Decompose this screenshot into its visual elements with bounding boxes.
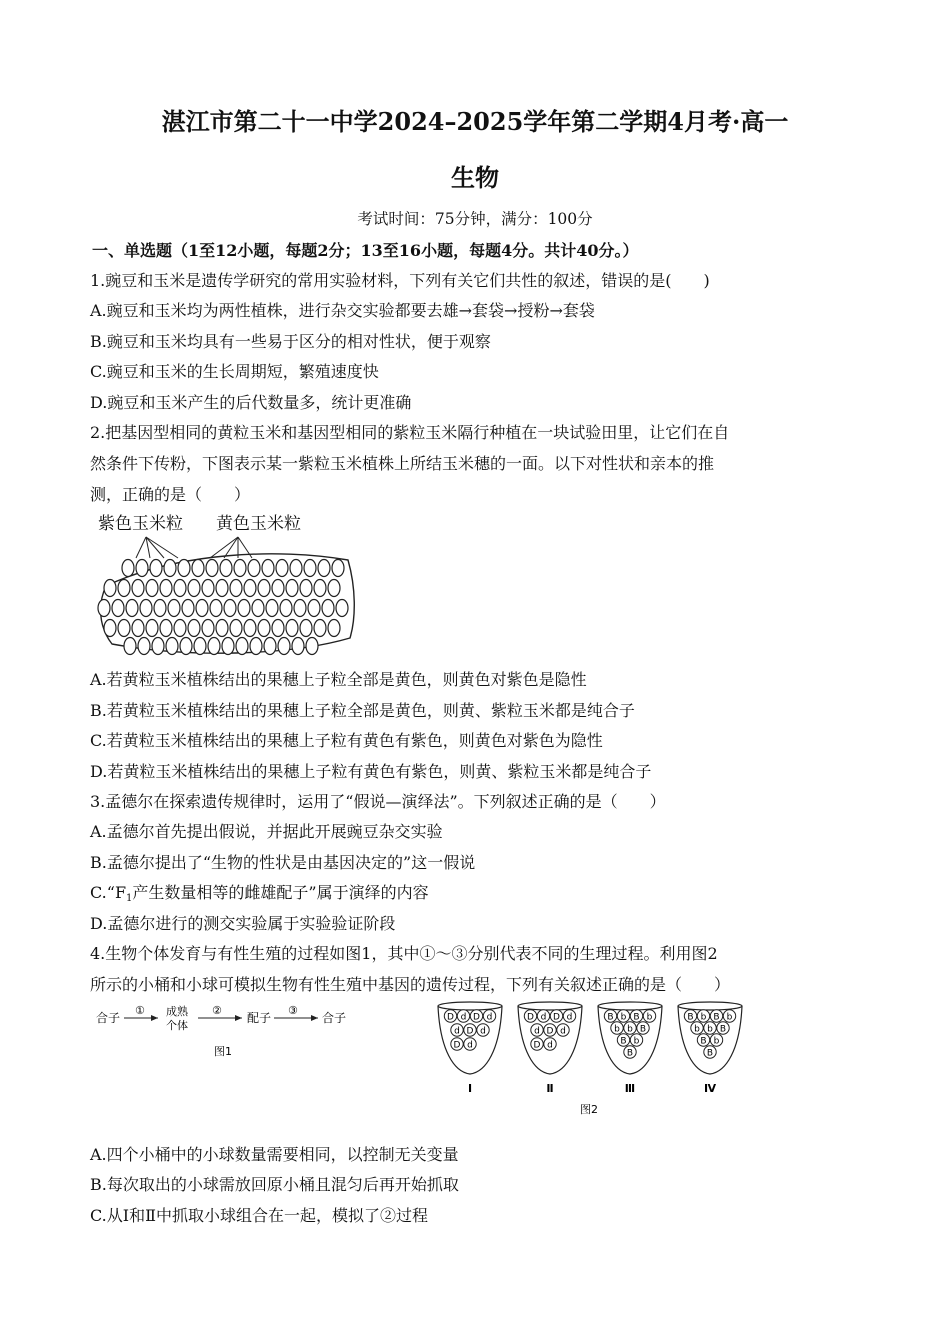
- corn-kernel: [138, 638, 150, 655]
- bucket: [598, 1002, 662, 1095]
- corn-kernel: [166, 638, 178, 655]
- corn-kernel: [208, 638, 220, 655]
- corn-kernel: [332, 560, 344, 577]
- q2-stem-line3: 测，正确的是（ ）: [90, 485, 251, 504]
- corn-kernel: [146, 580, 158, 597]
- corn-kernel: [112, 600, 124, 617]
- corn-kernel: [122, 560, 134, 577]
- corn-kernel: [336, 600, 348, 617]
- bucket-label: Ⅲ: [624, 1082, 636, 1095]
- fig1-zygote-right: 合子: [322, 1011, 347, 1025]
- ball-label: d: [460, 1012, 467, 1023]
- ball-label: b: [694, 1024, 700, 1035]
- ball-label: d: [560, 1026, 566, 1037]
- ball-label: d: [454, 1026, 460, 1037]
- fig1-step-2: ②: [212, 1004, 222, 1017]
- corn-kernel: [132, 580, 144, 597]
- ball-label: d: [547, 1040, 553, 1051]
- corn-kernel: [314, 580, 326, 597]
- corn-kernel: [224, 600, 236, 617]
- ball-label: D: [473, 1012, 480, 1023]
- fig1-zygote-left: 合子: [96, 1011, 121, 1025]
- q3-option-c: [90, 880, 429, 904]
- ball-label: B: [700, 1036, 707, 1047]
- corn-kernel: [132, 620, 144, 637]
- corn-kernel: [294, 600, 306, 617]
- corn-kernel: [206, 560, 218, 577]
- figure-2-buckets: [432, 1000, 762, 1118]
- ball-label: D: [533, 1040, 541, 1051]
- q3-option-a: A.孟德尔首先提出假说，并据此开展豌豆杂交实验: [90, 822, 443, 841]
- ball-label: b: [700, 1012, 707, 1023]
- bucket-rim: [518, 1002, 582, 1010]
- q3-option-b: B.孟德尔提出了“生物的性状是由基因决定的”这一假说: [90, 853, 476, 872]
- fig1-caption: 图1: [214, 1045, 232, 1058]
- ball-label: b: [627, 1024, 633, 1035]
- ball-label: B: [639, 1024, 647, 1035]
- corn-kernel: [182, 600, 194, 617]
- corn-kernel: [280, 600, 292, 617]
- section-heading: 一、单选题（1至12小题，每题2分；13至16小题，每题4分。共计40分。）: [92, 241, 639, 260]
- bucket: [518, 1002, 582, 1095]
- ball-label: B: [633, 1012, 640, 1023]
- ball-label: B: [719, 1024, 727, 1035]
- fig1-step-1: ①: [135, 1004, 145, 1017]
- corn-kernel: [276, 560, 288, 577]
- corn-kernel: [196, 600, 208, 617]
- q3-option-c-pre: C.“F: [90, 883, 127, 902]
- ball-label: b: [620, 1012, 627, 1023]
- ball-label: d: [534, 1026, 540, 1037]
- q1-option-b: B.豌豆和玉米均具有一些易于区分的相对性状，便于观察: [90, 332, 491, 351]
- q2-stem-line1: 2.把基因型相同的黄粒玉米和基因型相同的紫粒玉米隔行种植在一块试验田里，让它们在自: [90, 423, 730, 442]
- bucket-rim: [438, 1002, 502, 1010]
- label-yellow-kernel: 黄色玉米粒: [216, 514, 301, 534]
- corn-kernel: [230, 620, 242, 637]
- corn-kernel: [222, 638, 234, 655]
- corn-kernel: [202, 620, 214, 637]
- corn-kernel: [248, 560, 260, 577]
- corn-kernel: [188, 580, 200, 597]
- q2-stem-line2: 然条件下传粉，下图表示某一紫粒玉米植株上所结玉米穗的一面。以下对性状和亲本的推: [90, 454, 715, 473]
- corn-kernel: [104, 620, 116, 637]
- q2-option-d: D.若黄粒玉米植株结出的果穗上子粒有黄色有紫色，则黄、紫粒玉米都是纯合子: [90, 762, 652, 781]
- corn-kernel: [304, 560, 316, 577]
- ball-label: d: [566, 1012, 573, 1023]
- fig1-mature-1: 成熟: [166, 1005, 188, 1018]
- bucket-rim: [678, 1002, 742, 1010]
- corn-kernel: [146, 620, 158, 637]
- label-purple-kernel: 紫色玉米粒: [98, 514, 183, 534]
- q4-option-c: C.从Ⅰ和Ⅱ中抓取小球组合在一起，模拟了②过程: [90, 1206, 428, 1225]
- corn-kernel: [286, 620, 298, 637]
- q4-stem-line1: 4.生物个体发育与有性生殖的过程如图1，其中①～③分别代表不同的生理过程。利用图2: [90, 944, 718, 963]
- figure-1-flow: [90, 1002, 360, 1062]
- ball-label: D: [553, 1012, 560, 1023]
- corn-kernel: [202, 580, 214, 597]
- ball-label: B: [620, 1036, 627, 1047]
- corn-kernel: [192, 560, 204, 577]
- ball-label: d: [467, 1040, 473, 1051]
- corn-kernel: [126, 600, 138, 617]
- corn-kernel: [118, 620, 130, 637]
- corn-kernel: [308, 600, 320, 617]
- corn-kernel: [178, 560, 190, 577]
- corn-kernel: [328, 580, 340, 597]
- ball-label: b: [707, 1024, 713, 1035]
- corn-kernel: [210, 600, 222, 617]
- q3-option-d: D.孟德尔进行的测交实验属于实验验证阶段: [90, 914, 396, 933]
- bucket-label: Ⅱ: [546, 1082, 554, 1095]
- exam-title: 湛江市第二十一中学2024–2025学年第二学期4月考·高一: [161, 107, 789, 136]
- q4-stem-line2: 所示的小桶和小球可模拟生物有性生殖中基因的遗传过程，下列有关叙述正确的是（ ）: [90, 975, 731, 994]
- corn-kernel: [98, 600, 110, 617]
- q1-stem: 1.豌豆和玉米是遗传学研究的常用实验材料，下列有关它们共性的叙述，错误的是( ): [90, 271, 710, 290]
- corn-kernel: [174, 580, 186, 597]
- q3-stem: 3.孟德尔在探索遗传规律时，运用了“假说—演绎法”。下列叙述正确的是（ ）: [90, 792, 666, 811]
- exam-info: 考试时间：75分钟，满分：100分: [357, 210, 593, 228]
- corn-kernel: [266, 600, 278, 617]
- corn-kernel: [152, 638, 164, 655]
- q4-option-a: A.四个小桶中的小球数量需要相同，以控制无关变量: [90, 1145, 459, 1164]
- corn-kernel: [322, 600, 334, 617]
- corn-kernel: [234, 560, 246, 577]
- corn-kernel: [174, 620, 186, 637]
- corn-kernel: [216, 580, 228, 597]
- corn-kernel: [136, 560, 148, 577]
- ball-label: b: [726, 1012, 733, 1023]
- corn-kernel: [124, 638, 136, 655]
- ball-label: d: [480, 1026, 486, 1037]
- corn-kernel: [160, 620, 172, 637]
- ball-label: D: [527, 1012, 534, 1023]
- corn-kernel: [252, 600, 264, 617]
- corn-kernel: [292, 638, 304, 655]
- bucket: [438, 1002, 502, 1095]
- corn-kernel: [300, 580, 312, 597]
- corn-kernel: [290, 560, 302, 577]
- q2-option-a: A.若黄粒玉米植株结出的果穗上子粒全部是黄色，则黄色对紫色是隐性: [90, 670, 587, 689]
- q3-option-c-post: 产生数量相等的雌雄配子”属于演绎的内容: [132, 883, 429, 902]
- corn-kernel: [272, 580, 284, 597]
- corn-kernel: [300, 620, 312, 637]
- corn-kernel: [318, 560, 330, 577]
- fig1-gamete: 配子: [247, 1011, 272, 1025]
- corn-kernel: [168, 600, 180, 617]
- corn-kernel: [140, 600, 152, 617]
- ball-label: b: [614, 1024, 620, 1035]
- bucket-label: Ⅰ: [467, 1082, 473, 1095]
- bucket-rim: [598, 1002, 662, 1010]
- ball-label: b: [633, 1036, 640, 1047]
- corn-kernel: [194, 638, 206, 655]
- corn-kernel: [278, 638, 290, 655]
- q2-option-c: C.若黄粒玉米植株结出的果穗上子粒有黄色有紫色，则黄色对紫色为隐性: [90, 731, 603, 750]
- corn-kernel: [258, 620, 270, 637]
- corn-kernel: [258, 580, 270, 597]
- subject-title: 生物: [451, 163, 499, 192]
- ball-label: D: [453, 1040, 461, 1051]
- ball-label: D: [466, 1026, 474, 1037]
- ball-label: D: [447, 1012, 454, 1023]
- corn-kernel: [150, 560, 162, 577]
- q3-option-c-sub: 1: [126, 893, 133, 904]
- corn-kernel: [104, 580, 116, 597]
- corn-kernel: [154, 600, 166, 617]
- q1-option-a: A.豌豆和玉米均为两性植株，进行杂交实验都要去雄→套袋→授粉→套袋: [90, 301, 595, 320]
- bucket: [678, 1002, 742, 1095]
- corn-kernel: [216, 620, 228, 637]
- fig1-step-3: ③: [288, 1004, 298, 1017]
- corn-kernel: [314, 620, 326, 637]
- corn-kernel: [188, 620, 200, 637]
- corn-kernel: [286, 580, 298, 597]
- ball-label: b: [713, 1036, 720, 1047]
- corn-kernel: [306, 638, 318, 655]
- corn-kernel: [328, 620, 340, 637]
- fig1-mature-2: 个体: [166, 1019, 188, 1032]
- ball-label: B: [687, 1012, 694, 1023]
- ball-label: B: [607, 1012, 614, 1023]
- corn-kernel: [118, 580, 130, 597]
- corn-kernel: [230, 580, 242, 597]
- q1-option-d: D.豌豆和玉米产生的后代数量多，统计更准确: [90, 393, 412, 412]
- ball-label: b: [646, 1012, 653, 1023]
- q2-option-b: B.若黄粒玉米植株结出的果穗上子粒全部是黄色，则黄、紫粒玉米都是纯合子: [90, 701, 635, 720]
- bucket-label: Ⅳ: [703, 1082, 717, 1095]
- corn-kernel: [180, 638, 192, 655]
- corn-kernel: [244, 620, 256, 637]
- q4-option-b: B.每次取出的小球需放回原小桶且混匀后再开始抓取: [90, 1175, 459, 1194]
- ball-label: B: [626, 1048, 634, 1059]
- corn-kernel: [238, 600, 250, 617]
- ball-label: d: [486, 1012, 493, 1023]
- q1-option-c: C.豌豆和玉米的生长周期短，繁殖速度快: [90, 362, 379, 381]
- corn-ear-figure: [88, 508, 358, 658]
- corn-kernel: [272, 620, 284, 637]
- corn-kernel: [164, 560, 176, 577]
- ball-label: D: [546, 1026, 554, 1037]
- corn-kernel: [250, 638, 262, 655]
- corn-kernel: [262, 560, 274, 577]
- ball-label: B: [706, 1048, 714, 1059]
- ball-label: B: [713, 1012, 720, 1023]
- fig2-caption: 图2: [580, 1103, 598, 1116]
- corn-kernel: [264, 638, 276, 655]
- corn-kernel: [236, 638, 248, 655]
- corn-kernel: [160, 580, 172, 597]
- ball-label: d: [540, 1012, 547, 1023]
- corn-kernel: [244, 580, 256, 597]
- corn-kernel: [220, 560, 232, 577]
